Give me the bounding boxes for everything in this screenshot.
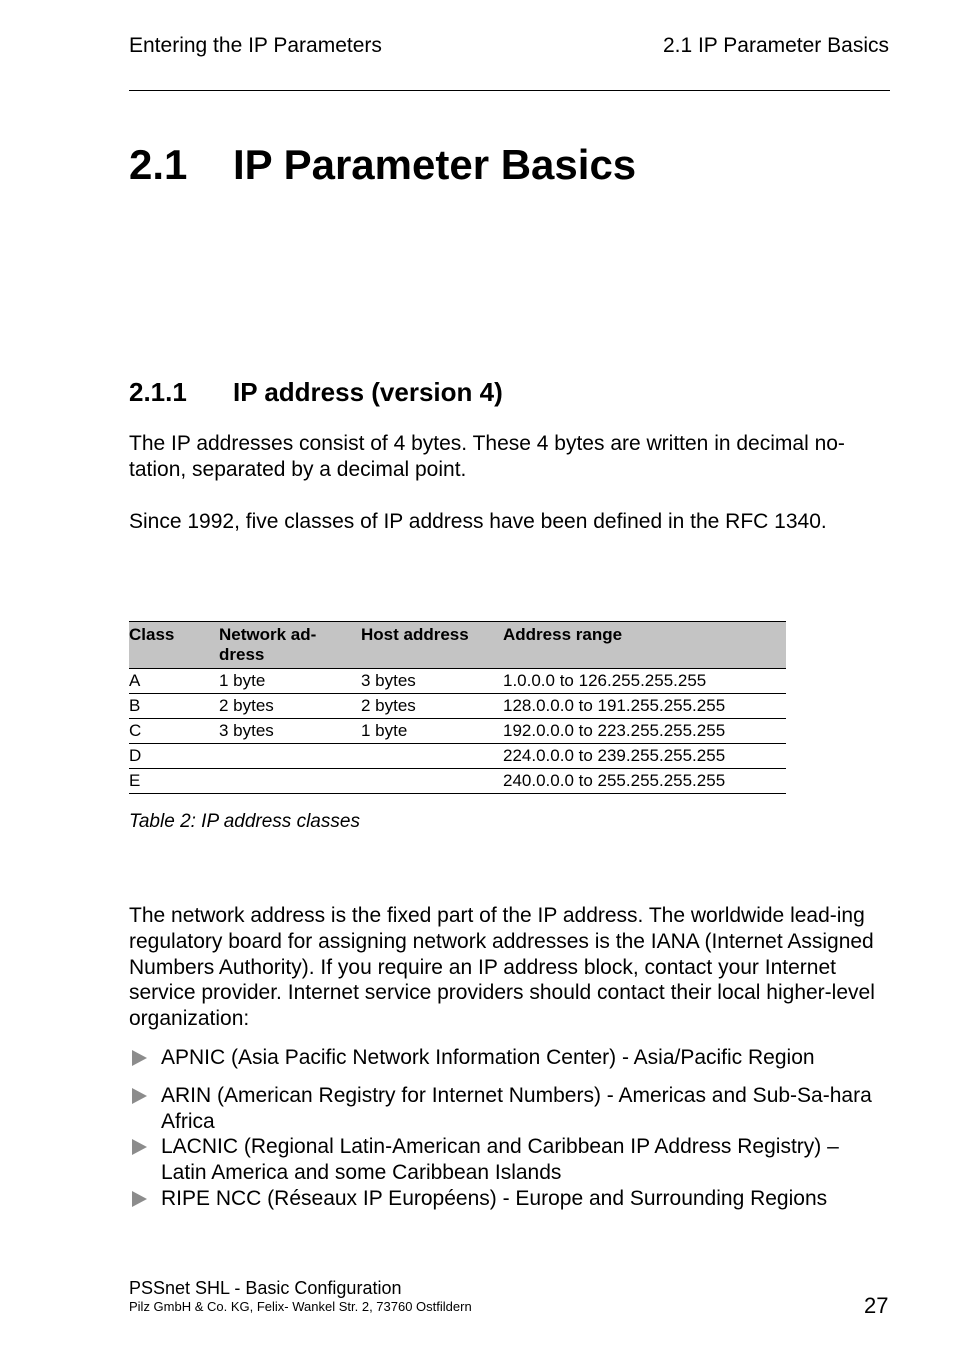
column-header-class: Class: [129, 622, 219, 669]
header-divider: [129, 90, 890, 91]
table-caption: Table 2: IP address classes: [129, 811, 360, 832]
triangle-right-icon: [132, 1191, 147, 1207]
table-row: [129, 719, 786, 744]
list-item-text: APNIC (Asia Pacific Network Information Center) - Asia/Pacific Region: [161, 1046, 815, 1069]
list-item: [129, 1186, 890, 1212]
list-item-text: RIPE NCC (Réseaux IP Européens) - Europe and Surrounding Regions: [161, 1186, 828, 1210]
subsection-heading: [129, 376, 503, 408]
table-cell: 3 bytes: [219, 719, 361, 744]
running-header-right: 2.1 IP Parameter Basics: [662, 34, 889, 57]
table-cell: 1 byte: [361, 719, 503, 744]
paragraph-network-address: The network address is the fixed part of the IP address. The worldwide lead-ing regulatory board for assigning network addresses is the IANA (Internet Assigned Numbers Authority). If you require an IP address block, contact your Internet service provider. Internet service providers should contact their local higher-level organization:: [129, 904, 875, 1031]
table-row: [129, 669, 786, 694]
table-row: [129, 769, 786, 794]
table-cell: 2 bytes: [361, 694, 503, 719]
table-cell: [361, 769, 503, 794]
table-header-row: [129, 622, 786, 669]
column-header-network-address: Network ad-dress: [219, 622, 361, 669]
triangle-right-icon: [132, 1139, 147, 1155]
list-item-text: ARIN (American Registry for Internet Numbers) - Americas and Sub-Sa-hara Africa: [161, 1083, 872, 1133]
table-cell: D: [129, 744, 219, 769]
list-item: [129, 1134, 890, 1186]
subsection-title: IP address (version 4): [233, 377, 503, 407]
table-row: [129, 744, 786, 769]
footer-company-address: Pilz GmbH & Co. KG, Felix- Wankel Str. 2, 73760 Ostfildern: [129, 1299, 472, 1314]
paragraph-ip-bytes: The IP addresses consist of 4 bytes. These 4 bytes are written in decimal no-tation, separated by a decimal point.: [129, 432, 845, 481]
table-cell: A: [129, 669, 219, 694]
table-cell: 192.0.0.0 to 223.255.255.255: [503, 719, 786, 744]
table-cell: [361, 744, 503, 769]
subsection-number: 2.1.1: [129, 377, 187, 407]
table-cell: 1.0.0.0 to 126.255.255.255: [503, 669, 786, 694]
paragraph-rfc: Since 1992, five classes of IP address have been defined in the RFC 1340.: [129, 510, 827, 533]
column-header-host-address: Host address: [361, 622, 503, 669]
table-cell: [219, 769, 361, 794]
registry-list: [129, 1045, 890, 1212]
list-item-text: LACNIC (Regional Latin-American and Caribbean IP Address Registry) – Latin America and some Caribbean Islands: [161, 1135, 839, 1185]
footer-document-title: PSSnet SHL - Basic Configuration: [129, 1278, 402, 1298]
table-cell: 3 bytes: [361, 669, 503, 694]
table-cell: E: [129, 769, 219, 794]
table-cell: 224.0.0.0 to 239.255.255.255: [503, 744, 786, 769]
table-cell: 128.0.0.0 to 191.255.255.255: [503, 694, 786, 719]
list-item: [129, 1083, 890, 1135]
section-title: IP Parameter Basics: [233, 141, 637, 188]
running-header-left: Entering the IP Parameters: [129, 34, 382, 57]
table-cell: 1 byte: [219, 669, 361, 694]
triangle-right-icon: [132, 1088, 147, 1104]
section-heading: [129, 140, 636, 190]
table-cell: 240.0.0.0 to 255.255.255.255: [503, 769, 786, 794]
ip-address-class-table: [129, 621, 786, 794]
section-number: 2.1: [129, 141, 188, 188]
triangle-right-icon: [132, 1050, 147, 1066]
table-cell: [219, 744, 361, 769]
table-row: [129, 694, 786, 719]
column-header-address-range: Address range: [503, 622, 786, 669]
table-cell: 2 bytes: [219, 694, 361, 719]
page-number: 27: [864, 1293, 889, 1318]
table-cell: B: [129, 694, 219, 719]
table-cell: C: [129, 719, 219, 744]
list-item: [129, 1045, 890, 1071]
